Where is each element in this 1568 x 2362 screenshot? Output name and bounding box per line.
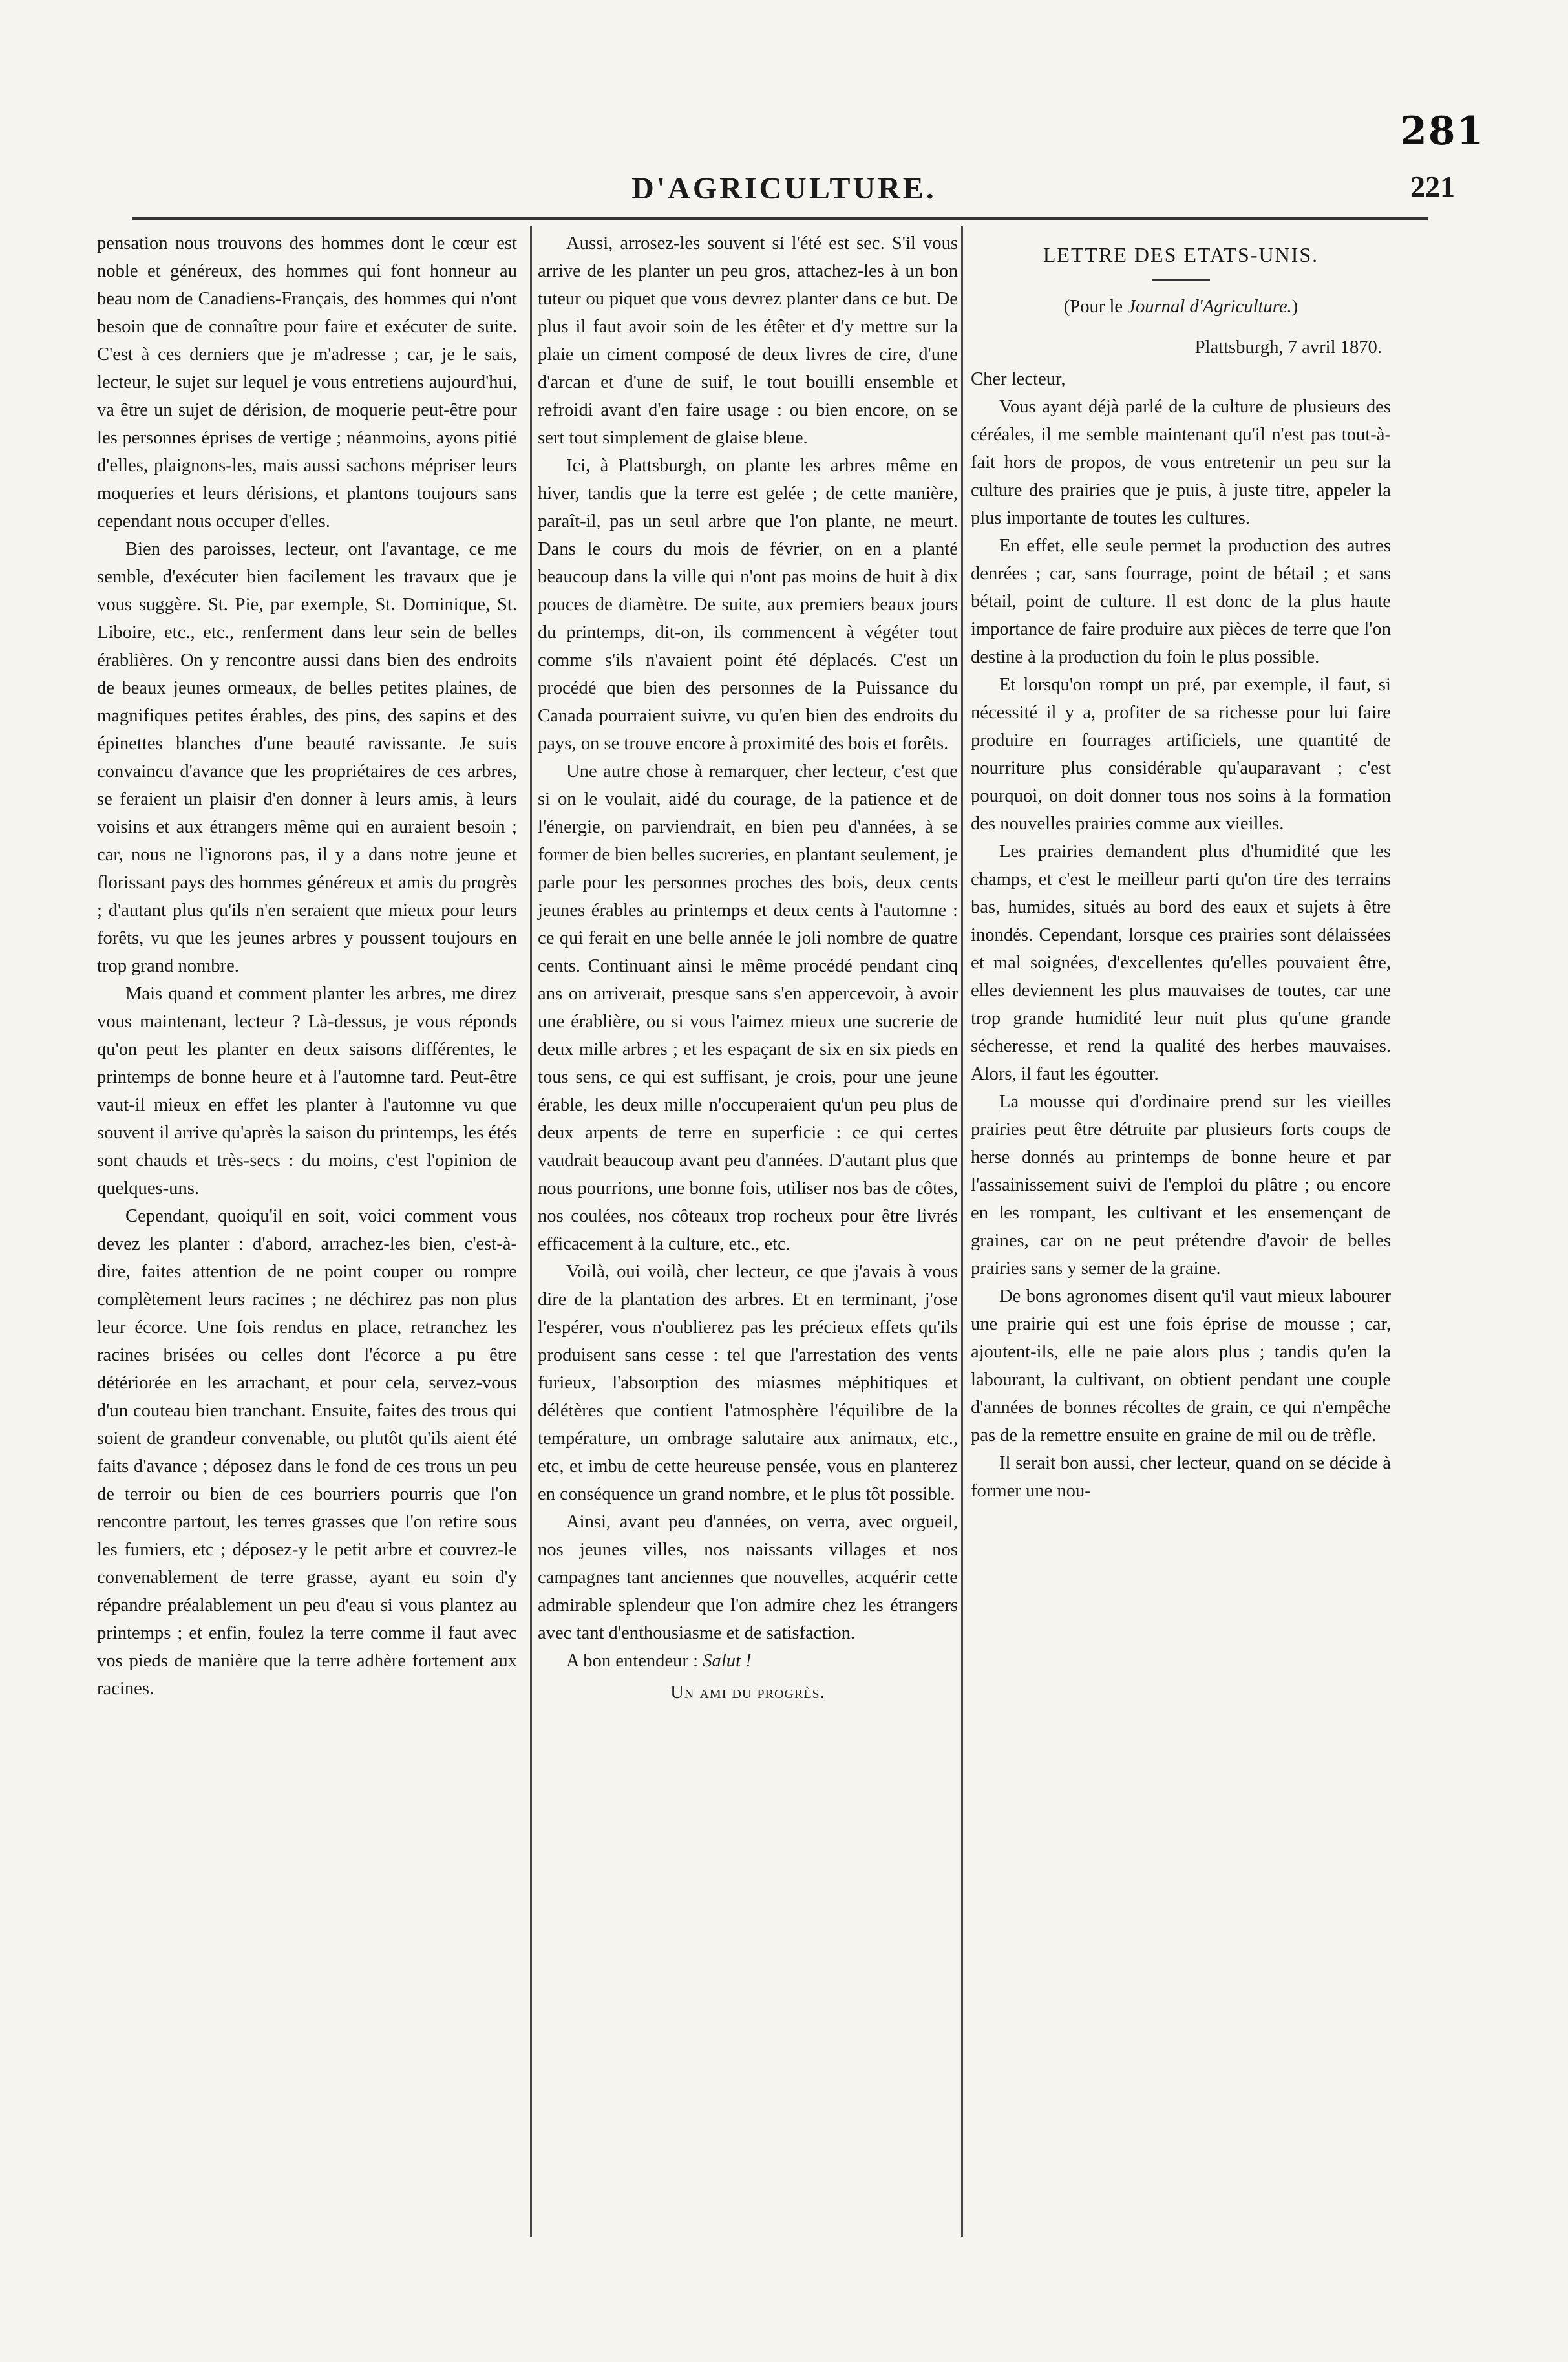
subtitle-suffix: ) [1291,297,1298,317]
running-head: D'AGRICULTURE. [631,171,937,206]
letter-salutation: Cher lecteur, [971,369,1066,389]
handwritten-page-number: 281 [1400,109,1485,154]
column-divider-2 [961,226,963,2237]
col2-paragraph-4: Voilà, oui voilà, cher lecteur, ce que j'avais à vous dire de la plantation des arbres. Et en terminant, j'ose l'espérer, vous n'oublierez pas les précieux effets qu'ils produisent sans cesse : tel que l'arrestation des vents furieux, l'absorption des miasmes méphitiques et délétères que contient l'atmosphère l'équilibre de la température, un ombrage salutaire aux animaux, etc., etc, et imbu de cette heureuse pensée, vous en planterez en conséquence un grand nombre, et le plus tôt possible. [538,1262,958,1504]
col3-paragraph-6: De bons agronomes disent qu'il vaut mieux labourer une prairie qui est une fois éprise de mousse ; car, ajoutent-ils, elle ne paie alors plus ; tandis qu'en la labourant, la cultivant, on obtient pendant une couple d'années de bonnes récoltes de grain, ce qui n'empêche pas de la remettre ensuite en graine de mil ou de trèfle. [971,1286,1391,1445]
col2-paragraph-1: Aussi, arrosez-les souvent si l'été est sec. S'il vous arrive de les planter un peu gros, attachez-les à un bon tuteur ou piquet que vous devrez planter dans ce but. De plus il faut avoir soin de les étêter et d'y mettre sur la plaie un ciment composé de deux livres de cire, d'une d'arcan et d'une de suif, le tout bouilli ensemble et refroidi avant d'en faire usage : ou bien encore, on se sert tout simplement de glaise bleue. [538,233,958,448]
subtitle-journal: Journal d'Agriculture. [1127,297,1292,317]
col3-paragraph-3: Et lorsqu'on rompt un pré, par exemple, il faut, si nécessité il y a, profiter de sa richesse pour lui faire produire en fourrages artificiels, une quantité de nourriture plus considérable qu'auparavant ; c'est pourquoi, on doit donner tous nos soins à la formation des nouvelles prairies comme aux vieilles. [971,675,1391,834]
col2-closing [538,1647,958,1675]
col2-paragraph-5: Ainsi, avant peu d'années, on verra, avec orgueil, nos jeunes villes, nos naissants villages et nos campagnes tant anciennes que nouvelles, acquérir cette admirable splendeur que l'on admire chez les étrangers avec tant d'enthousiasme et de satisfaction. [538,1512,958,1643]
letter-title: LETTRE DES ETATS-UNIS. [1043,243,1319,266]
header-rule [132,217,1428,220]
title-rule [1152,279,1210,281]
col3-paragraph-7: Il serait bon aussi, cher lecteur, quand on se décide à former une nou- [971,1453,1391,1501]
col1-paragraph-3: Mais quand et comment planter les arbres, me direz vous maintenant, lecteur ? Là-dessus, je vous réponds qu'on peut les planter en deux saisons différentes, le printemps de bonne heure et à l'automne tard. Peut-être vaut-il mieux en effet les planter à l'automne vu que souvent il arrive qu'après la saison du printemps, les étés sont chauds et très-secs : du moins, c'est l'opinion de quelques-uns. [97,984,517,1198]
col3-paragraph-1: Vous ayant déjà parlé de la culture de plusieurs des céréales, il me semble maintenant qu'il n'est pas tout-à-fait hors de propos, de vous entretenir un peu sur la culture des prairies que je puis, à juste titre, appeler la plus importante de toutes les cultures. [971,397,1391,528]
column-3 [971,229,1391,1505]
col3-paragraph-5: La mousse qui d'ordinaire prend sur les vieilles prairies peut être détruite par plusieurs forts coups de herse donnés au printemps de bonne heure et par l'assainissement suivi de l'emploi du plâtre ; ou encore en les rompant, les cultivant et les ensemençant de graines, car on ne peut prétendre d'avoir de belles prairies sans y semer de la graine. [971,1092,1391,1279]
closing-prefix: A bon entendeur : [566,1651,703,1671]
page-number: 221 [1410,170,1455,203]
article-signature: Un ami du progrès. [670,1683,825,1703]
col3-paragraph-4: Les prairies demandent plus d'humidité que les champs, et c'est le meilleur parti qu'on tire des terrains bas, humides, situés au bord des eaux et sujets à être inondés. Cependant, lorsque ces prairies sont délaissées et mal soignées, d'excellentes qu'elles pouvaient être, elles deviennent les plus mauvaises de toutes, car une trop grande humidité leur nuit plus qu'une grande sécheresse, et rend la qualité des herbes mauvaises. Alors, il faut les égoutter. [971,842,1391,1084]
subtitle-prefix: (Pour le [1063,297,1128,317]
col1-paragraph-1: pensation nous trouvons des hommes dont le cœur est noble et généreux, des hommes qui font honneur au beau nom de Canadiens-Français, des hommes qui n'ont besoin que de connaître pour faire et exécuter de suite. C'est à ces derniers que je m'adresse ; car, je le sais, lecteur, le sujet sur lequel je vous entretiens aujourd'hui, va être un sujet de dérision, de moquerie peut-être pour les personnes éprises de vertige ; néanmoins, ayons pitié d'elles, plaignons-les, mais aussi sachons mépriser leurs moqueries et leurs dérisions, et plantons toujours sans cependant nous occuper d'elles. [97,233,517,531]
col1-paragraph-2: Bien des paroisses, lecteur, ont l'avantage, ce me semble, d'exécuter bien facilement les travaux que je vous suggère. St. Pie, par exemple, St. Dominique, St. Liboire, etc., etc., renferment dans leur sein de belles érablières. On y rencontre aussi dans bien des endroits de beaux jeunes ormeaux, de belles petites plaines, de magnifiques petites érables, des pins, des sapins et des épinettes blanches d'une beauté ravissante. Je suis convaincu d'avance que les propriétaires de ces arbres, se feraient un plaisir d'en donner à leurs amis, à leurs voisins et aux étrangers même qui en auraient besoin ; car, nous ne l'ignorons pas, il y a dans notre jeune et florissant pays des hommes généreux et amis du progrès ; d'autant plus qu'ils n'en seraient que mieux pour leurs forêts, vu que les jeunes arbres y poussent toujours en trop grand nombre. [97,539,517,976]
closing-salut: Salut ! [703,1651,752,1671]
letter-dateline: Plattsburgh, 7 avril 1870. [1194,337,1382,357]
letter-subtitle [971,293,1391,321]
col1-paragraph-4: Cependant, quoiqu'il en soit, voici comment vous devez les planter : d'abord, arrachez-les bien, c'est-à-dire, faites attention de ne point couper ou rompre complètement leurs racines ; ne déchirez pas non plus leur écorce. Une fois rendus en place, retranchez les racines brisées ou celles dont l'écorce a pu être détériorée en les arrachant, et pour cela, servez-vous d'un couteau bien tranchant. Ensuite, faites des trous qui soient de grandeur convenable, ou plutôt qu'ils aient été faits d'avance ; déposez dans le fond de ces trous un peu de terroir ou bien de ces bourriers pourris que l'on rencontre partout, les terres grasses que l'on retire sous les fumiers, etc ; déposez-y le petit arbre et couvrez-le convenablement de terre grasse, ayant eu soin d'y répandre préalablement un peu d'eau si vous plantez au printemps ; et enfin, foulez la terre comme il faut avec vos pieds de manière que la terre adhère fortement aux racines. [97,1206,517,1699]
col3-paragraph-2: En effet, elle seule permet la production des autres denrées ; car, sans fourrage, point de bétail ; et sans bétail, point de culture. Il est donc de la plus haute importance de faire produire aux pièces de terre que l'on destine à la production du foin le plus possible. [971,536,1391,667]
column-divider-1 [530,226,532,2237]
column-2 [538,229,958,1707]
col2-paragraph-2: Ici, à Plattsburgh, on plante les arbres même en hiver, tandis que la terre est gelée ; de cette manière, paraît-il, pas un seul arbre que l'on plante, ne meurt. Dans le cours du mois de février, on en a planté beaucoup dans la ville qui n'ont pas moins de huit à dix pouces de diamètre. De suite, aux premiers beaux jours du printemps, dit-on, ils commencent à végéter tout comme s'ils n'avaient point été déplacés. C'est un procédé que bien des personnes de la Puissance du Canada pourraient suivre, vu qu'en bien des endroits du pays, on se trouve encore à proximité des bois et forêts. [538,456,958,754]
column-1 [97,229,517,1703]
col2-paragraph-3: Une autre chose à remarquer, cher lecteur, c'est que si on le voulait, aidé du courage, de la patience et de l'énergie, on parviendrait, en bien peu d'années, à se former de bien belles sucreries, en plantant seulement, je parle pour les personnes proches des bois, deux cents jeunes érables au printemps et deux cents à l'automne : ce qui ferait en une belle année le joli nombre de quatre cents. Continuant ainsi le même procédé pendant cinq ans on arriverait, presque sans s'en appercevoir, à avoir une érablière, ou si vous l'aimez mieux une sucrerie de deux mille arbres ; et les espaçant de six en six pieds en tous sens, ce qui est suffisant, je crois, pour une jeune érable, les deux mille n'occuperaient qu'un peu plus de deux arpents de terre en superficie : ce qui certes vaudrait beaucoup avant peu d'années. D'autant plus que nous pourrions, une bonne fois, utiliser nos bas de côtes, nos coulées, nos côteaux trop rocheux pour être livrés efficacement à la culture, etc., etc. [538,761,958,1254]
